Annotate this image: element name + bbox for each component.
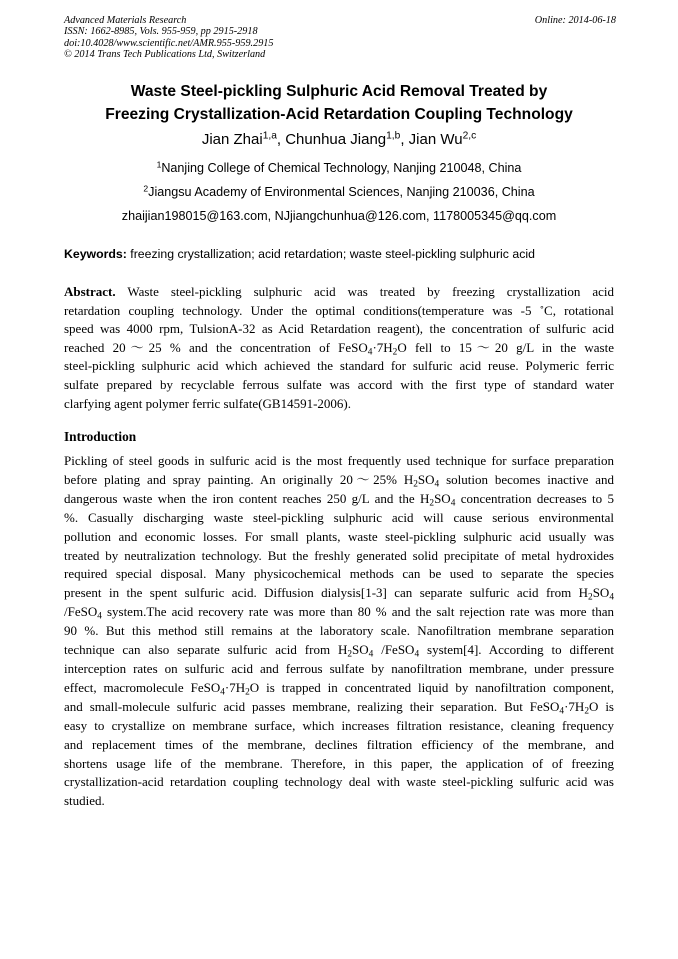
abstract-line: retardation coupling technology. Under the optimal conditions(temperature was -5 ˚C, rotational: [64, 302, 614, 318]
author-affiliation-mark: 1,a: [262, 130, 277, 142]
author-name: Jian Zhai: [201, 131, 263, 148]
body-line: and replacement times of the membrane, declines filtration efficiency of the membrane, and: [64, 736, 614, 752]
body-line: /FeSO$_4$ system.The acid recovery rate was more than 80 % and the salt rejection rate was more than: [64, 604, 614, 622]
title-line-2: Freezing Crystallization-Acid Retardation Coupling Technology: [105, 106, 573, 123]
online-date: Online: 2014-06-18: [534, 15, 616, 26]
paper-title: [64, 80, 614, 126]
keywords-label: Keywords:: [64, 247, 127, 261]
author-name: Jian Wu: [408, 131, 463, 148]
author-list: Jian Zhai$^{1,a}$, Chunhua Jiang$^{1,b}$, Jian Wu$^{2,c}$: [201, 130, 477, 148]
affiliation-1: [64, 160, 614, 176]
body-line: effect, macromolecule $FeSO_4\cdot 7H_2O$ is trapped in concentrated liquid by nanofiltration component,: [64, 679, 614, 698]
affiliation-text: Jiangsu Academy of Environmental Sciences, Nanjing 210036, China: [148, 185, 535, 199]
body-line: %. Casually discharging waste steel-pickling sulphuric acid will cause serious environmental: [64, 509, 614, 525]
author-emails: zhaijian198015@163.com, NJjiangchunhua@126.com, 1178005345@qq.com: [121, 209, 557, 223]
affiliation-text: Nanjing College of Chemical Technology, Nanjing 210048, China: [161, 161, 522, 175]
author-affiliation-mark: 1,b: [386, 130, 401, 142]
affiliation-mark: 2: [143, 183, 149, 194]
body-line: technique can also separate sulfuric acid from $H_2SO_4$ /FeSO$_4$ system[4]. According to different: [64, 642, 614, 660]
body-line: treated by neutralization technology. But the freshly generated solid precipitate of metal hydroxides: [64, 547, 614, 563]
journal-name: Advanced Materials Research: [64, 15, 187, 26]
body-line: 90 %. But this method still remains at the laboratory scale. Nanofiltration membrane separation: [64, 623, 614, 639]
keywords-text: freezing crystallization; acid retardation; waste steel-pickling sulphuric acid: [130, 247, 535, 261]
publication-header: [64, 15, 616, 61]
affiliation-2: [64, 184, 614, 200]
body-line: present in the spent sulfuric acid. Diffusion dialysis[1-3] can separate sulfuric acid from $H_2SO_4$: [64, 585, 614, 603]
abstract-line: reached 20～25 % and the concentration of $FeSO_4\cdot 7H_2O$ fell to 15～20 g/L in the waste: [64, 339, 614, 358]
body-line: and small-molecule sulfuric acid passes membrane, realizing their separation. But $FeSO_4\cdot 7H_2O$ is: [64, 698, 614, 717]
body-line: studied.: [64, 793, 105, 809]
doi-line: doi:10.4028/www.scientific.net/AMR.955-959.2915: [64, 37, 274, 49]
body-line: interception rates on sulfuric acid and ferrous sulfate by nanofiltration membrane, under pressure: [64, 660, 614, 676]
introduction-body: [64, 452, 614, 811]
section-heading-introduction: Introduction: [64, 429, 137, 444]
keywords: [64, 246, 616, 262]
abstract-line: clarfying agent polymer ferric sulfate(GB14591-2006).: [64, 395, 351, 411]
title-line-1: Waste Steel-pickling Sulphuric Acid Removal Treated by: [130, 83, 548, 100]
body-line: Pickling of steel goods in sulfuric acid is the most frequently used technique for surface preparation: [64, 453, 614, 468]
abstract: [64, 283, 614, 413]
affiliation-mark: 1: [156, 159, 162, 170]
author-name: Chunhua Jiang: [285, 131, 387, 148]
abstract-line: sulfate prepared by recyclable ferrous sulfate was accord with the first type of standard water: [64, 376, 614, 392]
body-line: pollution and economic losses. For small plants, waste steel-pickling sulphuric acid usually was: [64, 528, 614, 544]
issn-line: ISSN: 1662-8985, Vols. 955-959, pp 2915-2918: [64, 26, 258, 38]
body-line: shortens usage life of the membrane. Therefore, in this paper, the application of of freezing: [64, 755, 614, 771]
abstract-line: speed was 4000 rpm, TulsionA-32 as Acid Retardation reagent), the concentration of sulfuric acid: [64, 321, 614, 337]
copyright-line: © 2014 Trans Tech Publications Ltd, Switzerland: [64, 49, 266, 61]
body-line: dangerous waste when the iron content reaches 250 g/L and the $H_2SO_4$ concentration decreases to 5: [64, 490, 614, 509]
abstract-label: Abstract.: [64, 284, 116, 299]
body-line: easy to crystallize on membrane surface, which increases filtration resistance, cleaning frequency: [64, 717, 614, 733]
abstract-line: Abstract. Waste steel-pickling sulphuric acid was treated by freezing crystallization acid: [64, 284, 615, 299]
body-line: before plating and spray painting. An originally 20～25% $H_2SO_4$ solution becomes inactive and: [64, 471, 614, 490]
author-affiliation-mark: 2,c: [462, 130, 477, 142]
body-line: crystallization-acid retardation coupling technology deal with waste steel-pickling sulfuric acid was: [64, 774, 614, 790]
body-line: required special disposal. Many physicochemical methods can be used to separate the species: [64, 566, 614, 582]
abstract-line: steel-pickling sulphuric acid which achieved the standard for sulfuric acid reuse. Polymeric ferric: [64, 358, 614, 374]
